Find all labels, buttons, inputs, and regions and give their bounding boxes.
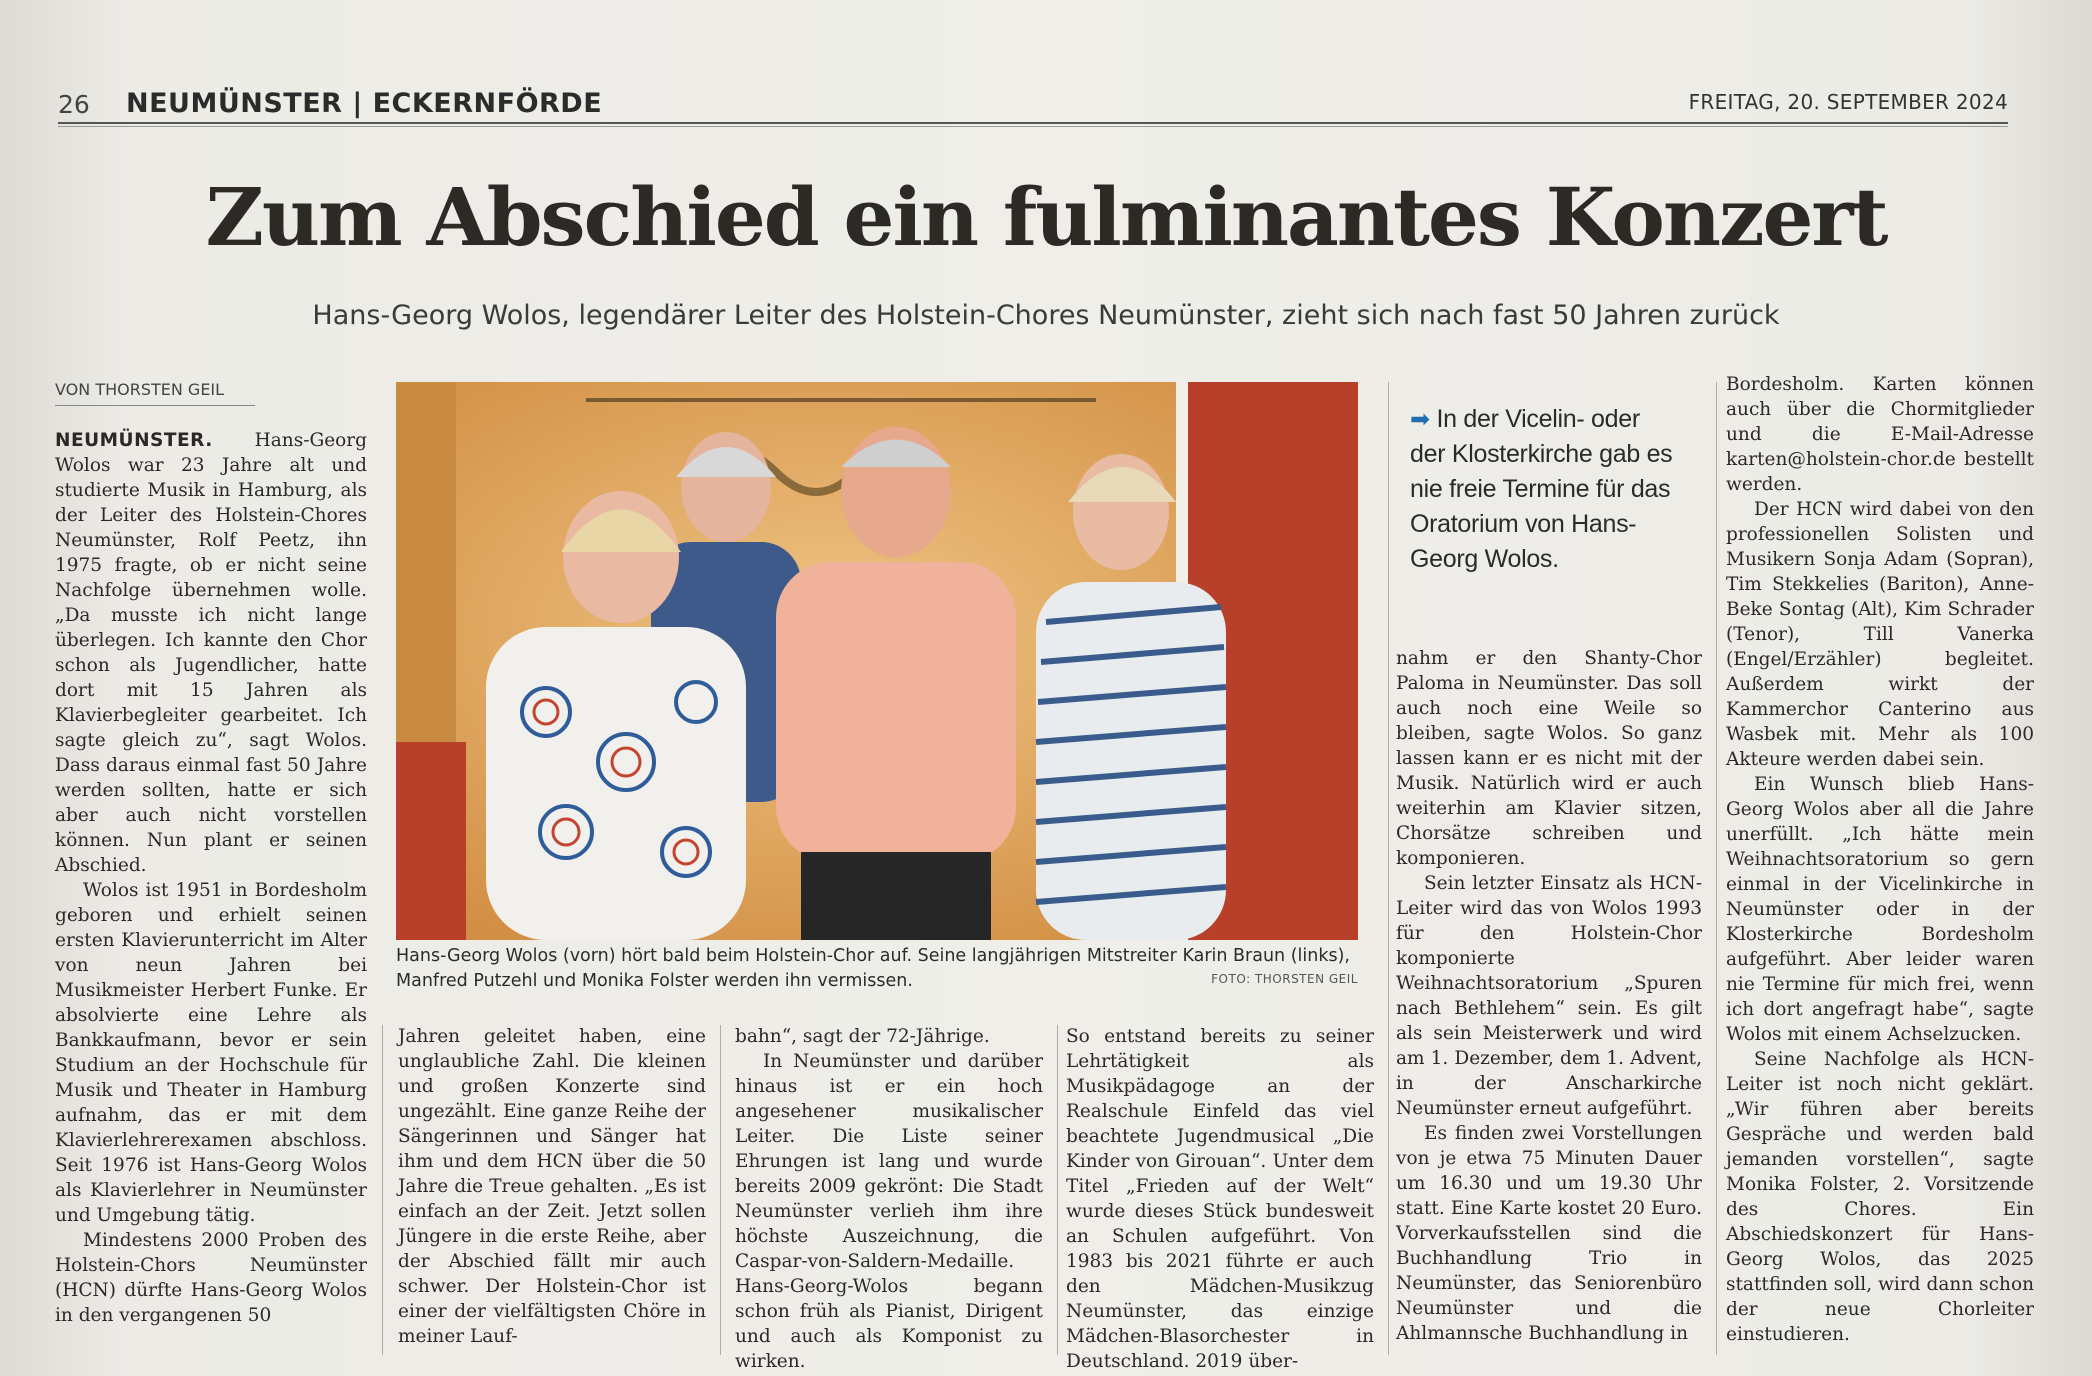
paragraph: Wolos ist 1951 in Bordesholm geboren und erhielt seinen ersten Klavierunterricht im Alter von neun Jahren bei Musikmeister Herbert Funke. Er absolvierte eine Lehre als Bankkaufmann, bevor er sein Studium an der Hochschule für Musik und Theater in Hamburg aufnahm, das er mit dem Klavierlehrerexamen abschloss. Seit 1976 ist Hans-Georg Wolos als Klavierlehrer in Neumünster und Umgebung tätig.: [55, 880, 367, 1226]
text-column-4: [1066, 1024, 1374, 1374]
page-number: 26: [58, 90, 90, 119]
paragraph: Seine Nachfolge als HCN-Leiter ist noch nicht geklärt. „Wir führen aber bereits Gespräche und werden bald jemanden vorstellen“, sagte Monika Folster, 2. Vorsitzende des Chores. Ein Abschiedskonzert für Hans-Georg Wolos, das 2025 stattfinden soll, wird dann schon der neue Chorleiter einstudieren.: [1726, 1049, 2034, 1345]
article-photo: [396, 382, 1358, 940]
text-column-5: [1396, 646, 1702, 1346]
photo-illustration: [396, 382, 1358, 940]
column-divider: [1716, 382, 1717, 1355]
paragraph: nahm er den Shanty-Chor Paloma in Neumünster. Das soll auch noch eine Weile so bleiben, sagte Wolos. So ganz lassen kann er es nicht mit der Musik. Natürlich wird er auch weiterhin am Klavier sitzen, Chorsätze schreiben und komponieren.: [1396, 648, 1702, 869]
paragraph: So entstand bereits zu seiner Lehrtätigkeit als Musikpädagoge an der Realschule Einfeld das viel beachtete Jugendmusical „Die Kinder von Girouan“. Unter dem Titel „Frieden auf der Welt“ wurde dieses Stück bundesweit an Schulen aufgeführt. Von 1983 bis 2021 führte er auch den Mädchen-Musikzug Neumünster, das einzige Mädchen-Blasorchester in Deutschland. 2019 über-: [1066, 1026, 1374, 1372]
text-column-6: [1726, 372, 2034, 1347]
column-divider: [382, 1025, 383, 1355]
dateline: NEUMÜNSTER.: [55, 430, 213, 451]
paragraph: Sein letzter Einsatz als HCN-Leiter wird das von Wolos 1993 für den Holstein-Chor komponierte Weihnachtsoratorium „Spuren nach Bethlehem“ sein. Es gilt als sein Meisterwerk und wird am 1. Dezember, dem 1. Advent, in der Anscharkirche Neumünster erneut aufgeführt.: [1396, 873, 1702, 1119]
text-column-3: [735, 1024, 1043, 1374]
paragraph: Es finden zwei Vorstellungen von je etwa 75 Minuten Dauer um 16.30 und um 19.30 Uhr statt. Eine Karte kostet 20 Euro. Vorverkaufsstellen sind die Buchhandlung Trio in Neumünster, das Seniorenbüro Neumünster und die Ahlmannsche Buchhandlung in: [1396, 1123, 1702, 1344]
folio-rule: [58, 122, 2008, 124]
section-name: NEUMÜNSTER | ECKERNFÖRDE: [126, 88, 603, 119]
photo-credit: FOTO: THORSTEN GEIL: [1211, 972, 1358, 986]
issue-date: FREITAG, 20. SEPTEMBER 2024: [1688, 90, 2008, 114]
paragraph: Mindestens 2000 Proben des Holstein-Chors Neumünster (HCN) dürfte Hans-Georg Wolos in den vergangenen 50: [55, 1230, 367, 1326]
column-divider: [720, 1025, 721, 1355]
paragraph: Der HCN wird dabei von den professionellen Solisten und Musikern Sonja Adam (Sopran), Tim Stekkelies (Bariton), Anne-Beke Sontag (Alt), Kim Schrader (Tenor), Till Vanerka (Engel/Erzähler) begleitet. Außerdem wirkt der Kammerchor Canterino aus Wasbek mit. Mehr als 100 Akteure werden dabei sein.: [1726, 499, 2034, 770]
folio-rule-thin: [58, 126, 2008, 127]
paragraph: In Neumünster und darüber hinaus ist er ein hoch angesehener musikalischer Leiter. Die Liste seiner Ehrungen ist lang und wurde bereits 2009 gekrönt: Die Stadt Neumünster verlieh ihm ihre höchste Auszeichnung, die Caspar-von-Saldern-Medaille. Hans-Georg-Wolos begann schon früh als Pianist, Dirigent und auch als Komponist zu wirken.: [735, 1051, 1043, 1372]
arrow-right-icon: ➡: [1410, 406, 1430, 433]
column-divider: [1388, 382, 1389, 1355]
paragraph: Ein Wunsch blieb Hans-Georg Wolos aber all die Jahre unerfüllt. „Ich hätte mein Weihnachtsoratorium so gern einmal in der Vicelinkirche in Neumünster oder in der Klosterkirche Bordesholm aufgeführt. Aber leider waren nie Termine für mich frei, wenn ich dort angefragt habe“, sagte Wolos mit einem Achselzucken.: [1726, 774, 2034, 1045]
column-divider: [1057, 1025, 1058, 1355]
paragraph: bahn“, sagt der 72-Jährige.: [735, 1026, 990, 1047]
subheadline: Hans-Georg Wolos, legendärer Leiter des Holstein-Chores Neumünster, zieht sich nach fast 50 Jahren zurück: [312, 300, 1780, 331]
paragraph: Bordesholm. Karten können auch über die Chormitglieder und die E-Mail-Adresse karten@holstein-chor.de bestellt werden.: [1726, 374, 2034, 495]
byline: VON THORSTEN GEIL: [55, 380, 255, 406]
page-folio: [58, 86, 2008, 120]
paragraph: Jahren geleitet haben, eine unglaubliche Zahl. Die kleinen und großen Konzerte sind ungezählt. Eine ganze Reihe der Sängerinnen und Sänger hat ihm und dem HCN über die 50 Jahre die Treue gehalten. „Es ist einfach an der Zeit. Jetzt sollen Jüngere in die erste Reihe, aber der Abschied fällt mir auch schwer. Der Holstein-Chor ist einer der vielfältigsten Chöre in meiner Lauf-: [398, 1026, 706, 1347]
pull-quote: [1410, 402, 1680, 577]
pull-quote-text: In der Vicelin- oder der Klosterkirche gab es nie freie Termine für das Oratorium von Hans-Georg Wolos.: [1410, 405, 1673, 573]
headline: Zum Abschied ein fulminantes Konzert: [205, 170, 1887, 264]
paragraph-text: Hans-Georg Wolos war 23 Jahre alt und studierte Musik in Hamburg, als der Leiter des Holstein-Chores Neumünster, Rolf Peetz, ihn 1975 fragte, ob er nicht seine Nachfolge übernehmen wolle. „Da musste ich nicht lange überlegen. Ich kannte den Chor schon als Jugendlicher, hatte dort mit 15 Jahren als Klavierbegleiter gearbeitet. Ich sagte gleich zu“, sagt Wolos. Dass daraus einmal fast 50 Jahre werden sollten, hatte er sich aber auch nicht vorstellen können. Nun plant er seinen Abschied.: [55, 430, 367, 876]
photo-caption: Hans-Georg Wolos (vorn) hört bald beim Holstein-Chor auf. Seine langjährigen Mitstreiter Karin Braun (links), Manfred Putzehl und Monika Folster werden ihn vermissen.: [396, 946, 1350, 991]
text-column-2: [398, 1024, 706, 1349]
paragraph: [55, 428, 367, 878]
text-column-1: [55, 428, 367, 1328]
